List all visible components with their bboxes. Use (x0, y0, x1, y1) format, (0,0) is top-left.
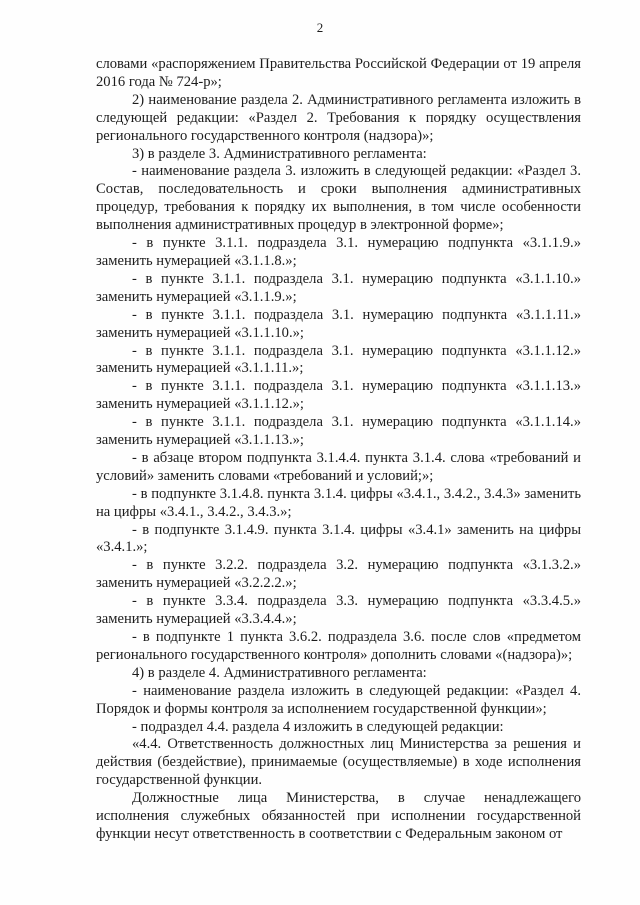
paragraph: 4) в разделе 4. Административного регламента: (132, 664, 427, 681)
paragraph: Должностные лица Министерства, в случае ненадлежащего исполнения служебных обязанностей при исполнении государственной функции несут ответственность в соответствии с Федеральным законом от (96, 790, 581, 842)
paragraph: 3) в разделе 3. Административного регламента: (132, 145, 427, 162)
paragraph: - в подпункте 3.1.4.9. пункта 3.1.4. цифры «3.4.1» заменить на цифры «3.4.1.»; (96, 521, 581, 556)
paragraph: - в подпункте 1 пункта 3.6.2. подраздела 3.6. после слов «предметом регионального государственного контроля» дополнить словами «(надзора)»; (96, 629, 581, 663)
paragraph: - в пункте 3.1.1. подраздела 3.1. нумерацию подпункта «3.1.1.14.» заменить нумерацией «3.1.1.13.»; (96, 414, 581, 449)
paragraph: словами «распоряжением Правительства Российской Федерации от 19 апреля 2016 года № 724-р»; (96, 56, 581, 90)
paragraph: - наименование раздела 3. изложить в следующей редакции: «Раздел 3. Состав, последовательность и сроки выполнения административных процедур, требования к порядку их выполнения, в том числе особенности выполнения административных процедур в электронной форме»; (96, 163, 581, 234)
paragraph: - в пункте 3.2.2. подраздела 3.2. нумерацию подпункта «3.1.3.2.» заменить нумерацией «3.2.2.2.»; (96, 557, 581, 592)
paragraph: - в подпункте 3.1.4.8. пункта 3.1.4. цифры «3.4.1., 3.4.2., 3.4.3» заменить на цифры «3.4.1., 3.4.2., 3.4.3.»; (96, 485, 581, 520)
document-body (96, 56, 581, 844)
paragraph: - в пункте 3.1.1. подраздела 3.1. нумерацию подпункта «3.1.1.11.» заменить нумерацией «3.1.1.10.»; (96, 306, 581, 341)
paragraph: - подраздел 4.4. раздела 4 изложить в следующей редакции: (132, 718, 504, 735)
paragraph: 2) наименование раздела 2. Административного регламента изложить в следующей редакции: «Раздел 2. Требования к порядку осуществления регионального государственного контроля (надзора)»; (96, 91, 581, 144)
paragraph: - в абзаце втором подпункта 3.1.4.4. пункта 3.1.4. слова «требований и условий» заменить словами «требований и условий;»; (96, 449, 581, 484)
paragraph: - в пункте 3.1.1. подраздела 3.1. нумерацию подпункта «3.1.1.9.» заменить нумерацией «3.1.1.8.»; (96, 235, 581, 269)
paragraph: «4.4. Ответственность должностных лиц Министерства за решения и действия (бездействие), принимаемые (осуществляемые) в ходе исполнения государственной функции. (96, 736, 581, 789)
paragraph: - в пункте 3.1.1. подраздела 3.1. нумерацию подпункта «3.1.1.12.» заменить нумерацией «3.1.1.11.»; (96, 342, 581, 377)
paragraph: - наименование раздела изложить в следующей редакции: «Раздел 4. Порядок и формы контроля за исполнением государственной функции»; (96, 682, 581, 717)
paragraph: - в пункте 3.3.4. подраздела 3.3. нумерацию подпункта «3.3.4.5.» заменить нумерацией «3.3.4.4.»; (96, 593, 581, 628)
paragraph: - в пункте 3.1.1. подраздела 3.1. нумерацию подпункта «3.1.1.13.» заменить нумерацией «3.1.1.12.»; (96, 378, 581, 413)
page-number: 2 (316, 20, 324, 35)
paragraph: - в пункте 3.1.1. подраздела 3.1. нумерацию подпункта «3.1.1.10.» заменить нумерацией «3.1.1.9.»; (96, 270, 581, 305)
